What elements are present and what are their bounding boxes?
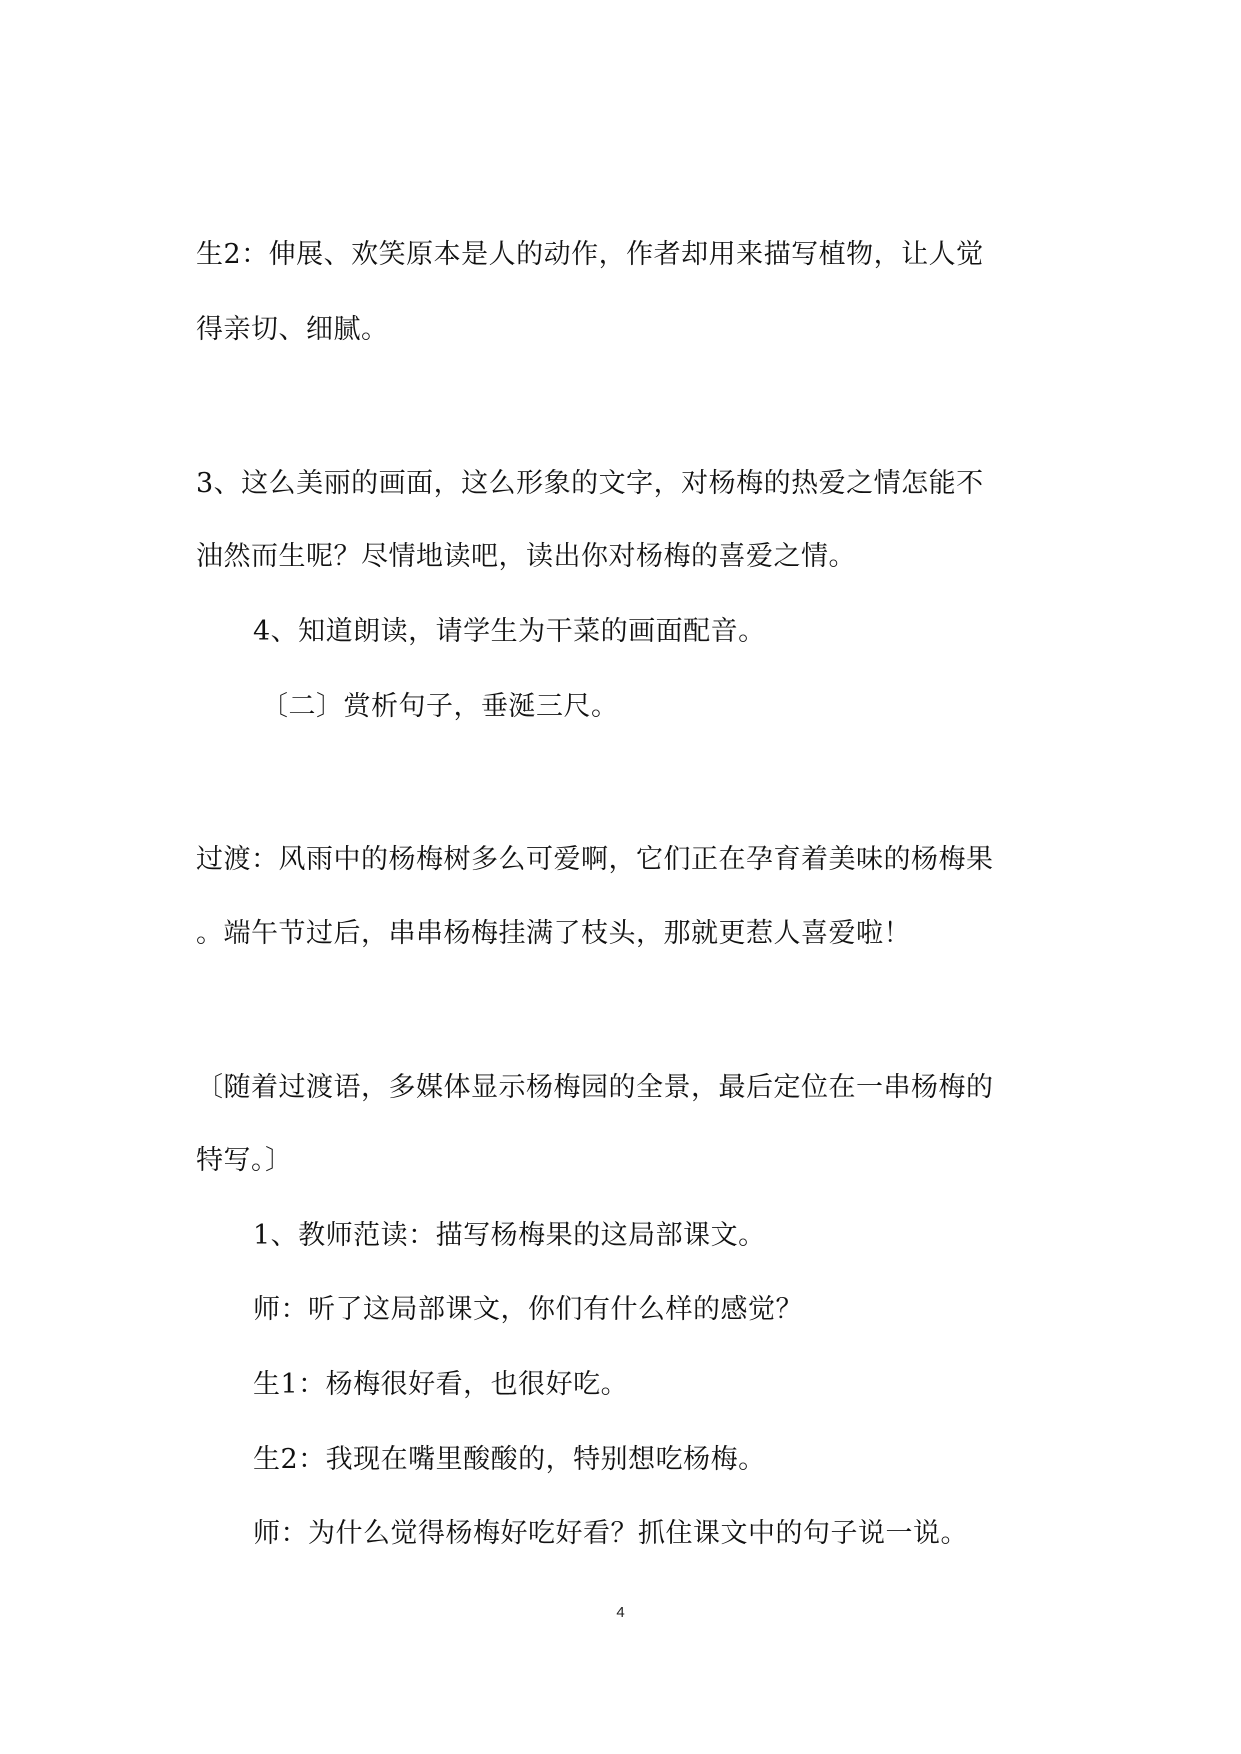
paragraph-line: 4、知道朗读，请学生为干菜的画面配音。 xyxy=(253,616,766,647)
paragraph-line: 生1：杨梅很好看，也很好吃。 xyxy=(253,1369,629,1400)
paragraph-line: 生2：我现在嘴里酸酸的，特别想吃杨梅。 xyxy=(253,1444,766,1475)
paragraph-line: 得亲切、细腻。 xyxy=(196,314,389,345)
paragraph-line: 。端午节过后，串串杨梅挂满了枝头，那就更惹人喜爱啦！ xyxy=(196,918,911,949)
paragraph-line: 生2：伸展、欢笑原本是人的动作，作者却用来描写植物，让人觉 xyxy=(196,239,984,270)
paragraph-line: 过渡：风雨中的杨梅树多么可爱啊，它们正在孕育着美味的杨梅果 xyxy=(196,844,994,875)
paragraph-line: 1、教师范读：描写杨梅果的这局部课文。 xyxy=(253,1220,766,1251)
section-heading: 〔二〕赏析句子，垂涎三尺。 xyxy=(261,691,619,722)
paragraph-line: 油然而生呢？尽情地读吧，读出你对杨梅的喜爱之情。 xyxy=(196,541,856,572)
paragraph-line: 3、这么美丽的画面，这么形象的文字，对杨梅的热爱之情怎能不 xyxy=(196,468,984,499)
paragraph-line: 师：为什么觉得杨梅好吃好看？抓住课文中的句子说一说。 xyxy=(253,1518,968,1549)
paragraph-line: 师：听了这局部课文，你们有什么样的感觉？ xyxy=(253,1294,803,1325)
paragraph-line: 特写。〕 xyxy=(196,1145,293,1176)
page-number: 4 xyxy=(616,1604,625,1621)
paragraph-line: 〔随着过渡语，多媒体显示杨梅园的全景，最后定位在一串杨梅的 xyxy=(196,1072,994,1103)
